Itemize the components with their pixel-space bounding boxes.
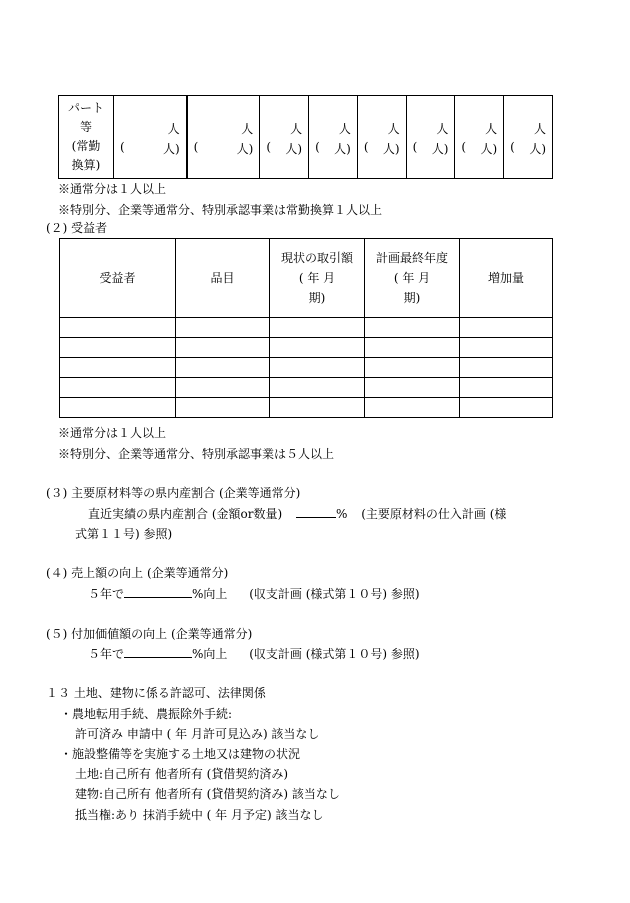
- section-5-reference: (収支計画 (様式第１０号) 参照): [249, 647, 420, 661]
- paren-unit: 人): [431, 142, 449, 156]
- note-regular: ※通常分は１人以上: [58, 182, 167, 196]
- section-3-line-b: 式第１１号) 参照): [75, 527, 173, 541]
- section-5-title: (５) 付加価値額の向上 (企業等通常分): [46, 627, 253, 641]
- paren-unit: 人): [236, 142, 254, 156]
- unit-text: 人: [436, 122, 449, 136]
- header-beneficiary: 受益者: [60, 239, 176, 318]
- table-cell[interactable]: [460, 378, 553, 398]
- increase-suffix: %向上: [192, 647, 228, 661]
- paren-unit: 人): [382, 142, 400, 156]
- ratio-input-line[interactable]: [296, 505, 336, 518]
- table-cell[interactable]: [270, 358, 365, 378]
- label-line: パート: [67, 101, 104, 115]
- paren-open: (: [266, 140, 271, 154]
- count-cell[interactable]: [406, 96, 455, 179]
- table-cell[interactable]: [60, 318, 176, 338]
- paren-open: (: [510, 140, 515, 154]
- table-cell[interactable]: [270, 338, 365, 358]
- paren-unit: 人): [529, 142, 546, 156]
- count-cell[interactable]: [357, 96, 406, 179]
- table-row: [60, 398, 553, 418]
- percent-sign: %: [335, 507, 348, 521]
- table-cell[interactable]: [365, 318, 460, 338]
- table-cell[interactable]: [270, 398, 365, 418]
- section-5-line: [88, 645, 420, 662]
- paren-unit: 人): [334, 142, 351, 156]
- paren-unit: 人): [285, 142, 303, 156]
- label-line: (常勤: [71, 139, 101, 153]
- header-final-year: 計画最終年度 ( 年 月 期): [365, 239, 460, 318]
- count-cell[interactable]: [260, 96, 309, 179]
- section-4-reference: (収支計画 (様式第１０号) 参照): [249, 587, 420, 601]
- section-4-title: (４) 売上額の向上 (企業等通常分): [46, 566, 229, 580]
- note-special: ※特別分、企業等通常分、特別承認事業は常勤換算１人以上: [58, 203, 383, 217]
- section-3-line: [88, 505, 506, 522]
- sales-increase-input-line[interactable]: [124, 585, 192, 598]
- paren-open: (: [363, 140, 369, 154]
- facility-land-item: ・施設整備等を実施する土地又は建物の状況: [60, 747, 301, 761]
- value-added-input-line[interactable]: [124, 645, 192, 658]
- table-row: [60, 338, 553, 358]
- section-3-title: (３) 主要原材料等の県内産割合 (企業等通常分): [46, 486, 301, 500]
- header-row: [60, 239, 553, 318]
- table-cell[interactable]: [176, 338, 270, 358]
- table-cell[interactable]: [176, 378, 270, 398]
- table-cell[interactable]: [460, 318, 553, 338]
- header-item: 品目: [176, 239, 270, 318]
- table-cell[interactable]: [176, 398, 270, 418]
- header-current-amount: 現状の取引額 ( 年 月 期): [270, 239, 365, 318]
- count-cell[interactable]: [504, 96, 553, 179]
- label-line: 換算): [71, 158, 101, 172]
- unit-text: 人: [241, 122, 254, 136]
- note-regular-2: ※通常分は１人以上: [58, 426, 167, 440]
- count-cell[interactable]: [187, 96, 260, 179]
- paren-open: (: [461, 140, 467, 154]
- table-cell[interactable]: [365, 338, 460, 358]
- unit-text: 人: [533, 122, 546, 136]
- note-special-2: ※特別分、企業等通常分、特別承認事業は５人以上: [58, 447, 335, 461]
- ratio-reference: (主要原材料の仕入計画 (様: [361, 507, 507, 521]
- unit-text: 人: [338, 122, 351, 136]
- table-row: [59, 96, 553, 179]
- increase-suffix: %向上: [192, 587, 228, 601]
- paren-unit: 人): [480, 142, 498, 156]
- unit-text: 人: [290, 122, 303, 136]
- table-cell[interactable]: [60, 338, 176, 358]
- land-ownership: 土地:自己所有 他者所有 (貸借契約済み): [75, 767, 289, 781]
- beneficiary-table: [59, 238, 553, 418]
- paren-open: (: [193, 140, 199, 154]
- section-13-title: １３ 土地、建物に係る許認可、法律関係: [46, 686, 266, 700]
- table-cell[interactable]: [270, 318, 365, 338]
- table-cell[interactable]: [460, 338, 553, 358]
- years-prefix: ５年で: [88, 647, 125, 661]
- section-4-line: [88, 585, 420, 602]
- farmland-procedure-item: ・農地転用手続、農振除外手続:: [60, 707, 233, 721]
- section-2-title: (２) 受益者: [46, 221, 108, 235]
- building-ownership: 建物:自己所有 他者所有 (貸借契約済み) 該当なし: [75, 787, 340, 801]
- paren-open: (: [412, 140, 418, 154]
- part-time-staff-table: [58, 95, 553, 179]
- table-cell[interactable]: [176, 358, 270, 378]
- count-cell[interactable]: [455, 96, 504, 179]
- local-ratio-label: 直近実績の県内産割合 (金額or数量): [88, 507, 283, 521]
- part-time-label: [59, 96, 114, 179]
- unit-text: 人: [485, 122, 498, 136]
- label-line: 等: [79, 120, 92, 134]
- header-increase: 増加量: [460, 239, 553, 318]
- table-row: [60, 358, 553, 378]
- table-cell[interactable]: [60, 398, 176, 418]
- mortgage-status: 抵当権:あり 抹消手続中 ( 年 月予定) 該当なし: [75, 808, 324, 822]
- table-cell[interactable]: [365, 378, 460, 398]
- table-cell[interactable]: [60, 378, 176, 398]
- table-cell[interactable]: [365, 358, 460, 378]
- years-prefix: ５年で: [88, 587, 125, 601]
- paren-open: (: [120, 140, 125, 154]
- table-cell[interactable]: [460, 358, 553, 378]
- table-cell[interactable]: [60, 358, 176, 378]
- paren-open: (: [315, 140, 320, 154]
- count-cell[interactable]: [114, 96, 187, 179]
- farmland-procedure-status: 許可済み 申請中 ( 年 月許可見込み) 該当なし: [75, 727, 320, 741]
- table-row: [60, 318, 553, 338]
- table-cell[interactable]: [270, 378, 365, 398]
- table-cell[interactable]: [176, 318, 270, 338]
- table-cell[interactable]: [460, 398, 553, 418]
- unit-text: 人: [167, 122, 180, 136]
- table-row: [60, 378, 553, 398]
- paren-unit: 人): [162, 142, 180, 156]
- unit-text: 人: [387, 122, 400, 136]
- count-cell[interactable]: [309, 96, 358, 179]
- table-cell[interactable]: [365, 398, 460, 418]
